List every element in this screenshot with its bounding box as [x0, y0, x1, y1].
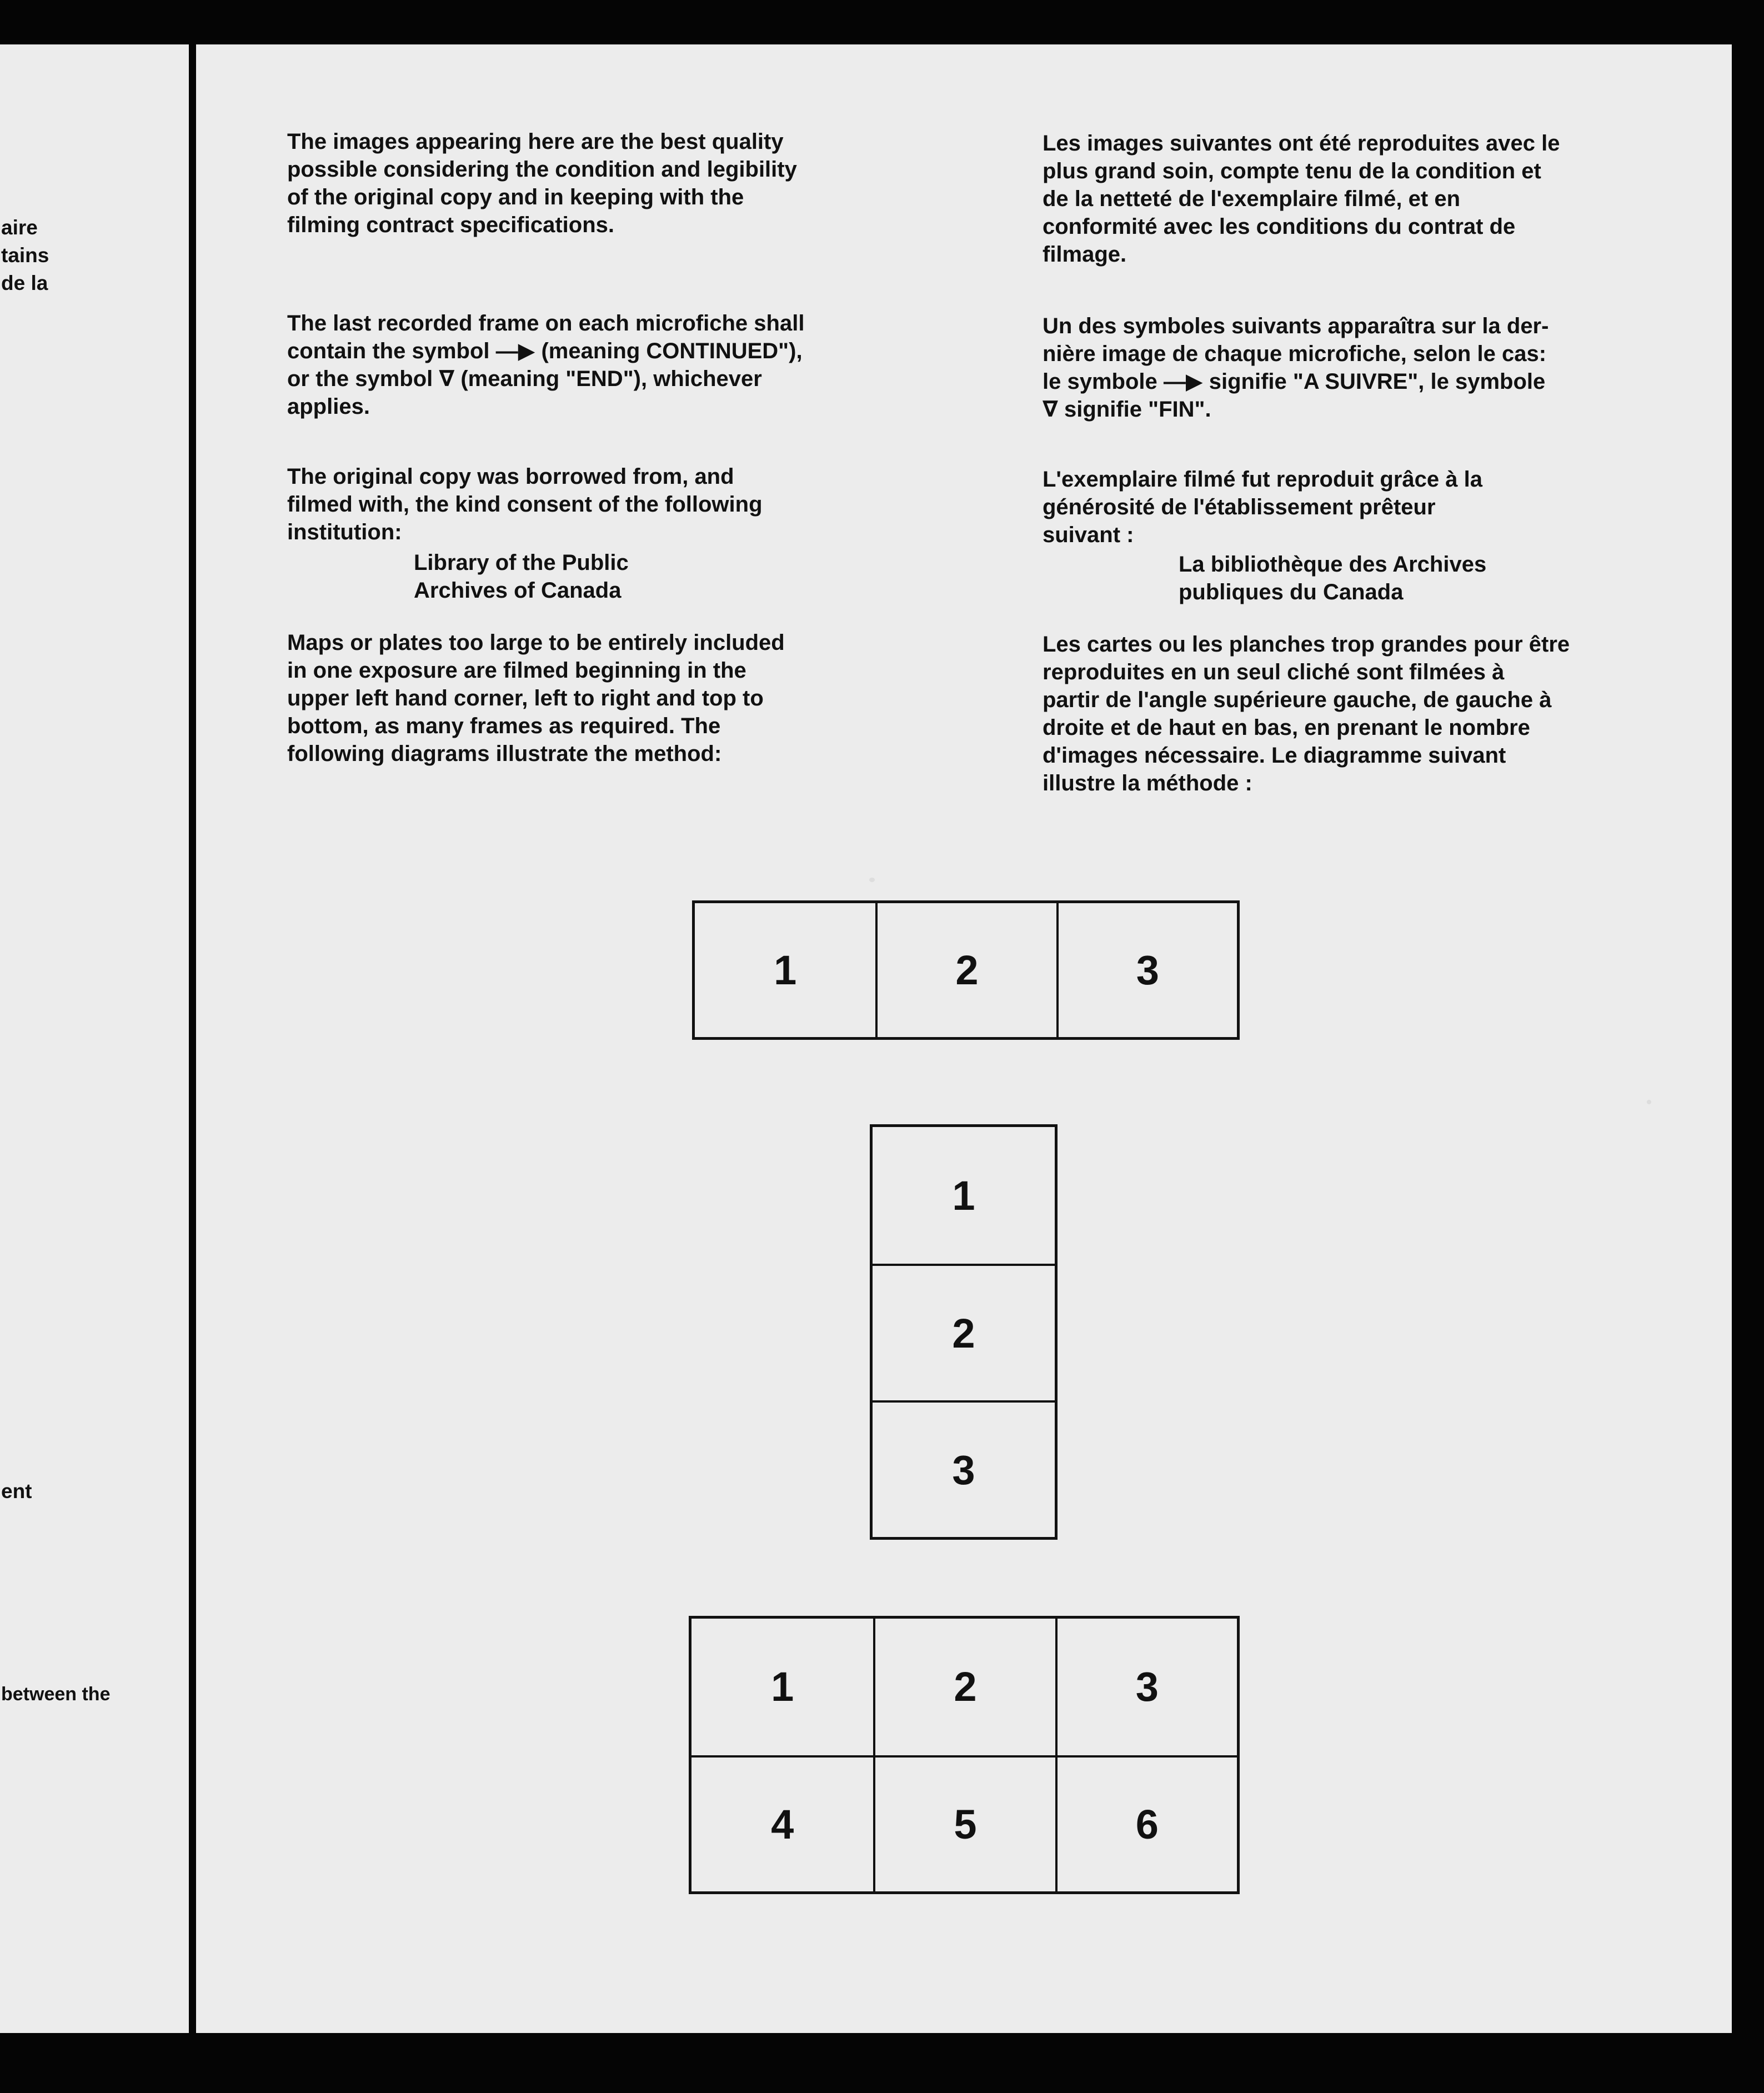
frame-cell: 3	[1056, 903, 1237, 1037]
frame-cell: 1	[952, 1172, 975, 1219]
text-line: Archives of Canada	[414, 578, 622, 603]
text-line: publiques du Canada	[1179, 580, 1404, 604]
frame-cell: 1	[771, 1664, 794, 1710]
english-institution-name	[414, 549, 629, 604]
text-line: plus grand soin, compte tenu de la condition et	[1043, 159, 1541, 183]
left-fragment: aire	[1, 216, 38, 239]
english-institution-paragraph	[287, 463, 763, 546]
english-quality-paragraph	[287, 128, 797, 239]
text-line: Les cartes ou les planches trop grandes pour être	[1043, 632, 1570, 657]
left-fragment: tains	[1, 244, 49, 267]
row-frames-diagram	[692, 900, 1240, 1040]
text-line: droite et de haut en bas, en prenant le nombre	[1043, 715, 1530, 740]
left-fragment: de la	[1, 272, 48, 294]
text-line: in one exposure are filmed beginning in the	[287, 658, 746, 683]
text-line: nière image de chaque microfiche, selon le cas:	[1043, 342, 1547, 366]
text-line: Library of the Public	[414, 550, 629, 575]
dust-speck	[1647, 1100, 1651, 1104]
left-fragment: ent	[1, 1480, 32, 1503]
text-line: The images appearing here are the best quality	[287, 129, 784, 154]
text-line: partir de l'angle supérieure gauche, de gauche à	[1043, 688, 1552, 712]
text-line: conformité avec les conditions du contrat de	[1043, 214, 1516, 239]
text-line: Les images suivantes ont été reproduites avec le	[1043, 131, 1560, 156]
frame-cell: 3	[1055, 1619, 1237, 1755]
french-symbol-paragraph	[1043, 312, 1548, 423]
text-line: illustre la méthode :	[1043, 771, 1252, 795]
text-line: le symbole —▶ signifie "A SUIVRE", le symbole	[1043, 369, 1546, 394]
text-line: filmage.	[1043, 242, 1127, 267]
text-line: contain the symbol —▶ (meaning CONTINUED"),	[287, 339, 803, 363]
frame-cell: 6	[1055, 1755, 1237, 1892]
text-line: institution:	[287, 520, 402, 544]
text-line: Un des symboles suivants apparaîtra sur la der-	[1043, 314, 1549, 338]
text-line: de la netteté de l'exemplaire filmé, et en	[1043, 187, 1461, 211]
frame-cell: 2	[873, 1619, 1055, 1755]
text-line: of the original copy and in keeping with the	[287, 185, 744, 209]
text-line: The last recorded frame on each microfiche shall	[287, 311, 805, 336]
french-institution-paragraph	[1043, 465, 1482, 549]
frame-cell: 3	[873, 1400, 1055, 1537]
text-line: applies.	[287, 394, 370, 419]
frame-cell: 5	[873, 1755, 1055, 1892]
text-line: L'exemplaire filmé fut reproduit grâce à la	[1043, 467, 1482, 492]
text-line: bottom, as many frames as required. The	[287, 714, 721, 738]
text-line: suivant :	[1043, 523, 1134, 547]
english-maps-paragraph	[287, 629, 785, 768]
text-line: filming contract specifications.	[287, 213, 615, 237]
text-line: or the symbol ∇ (meaning "END"), whichever	[287, 367, 762, 391]
frame-cell: 1	[774, 947, 797, 993]
text-line: Maps or plates too large to be entirely included	[287, 630, 785, 655]
text-line: La bibliothèque des Archives	[1179, 552, 1487, 577]
grid-frames-diagram	[689, 1616, 1240, 1894]
text-line: The original copy was borrowed from, and	[287, 464, 734, 489]
text-line: filmed with, the kind consent of the following	[287, 492, 763, 517]
frame-cell: 2	[875, 903, 1056, 1037]
text-line: upper left hand corner, left to right and top to	[287, 686, 764, 710]
column-frames-diagram	[870, 1124, 1058, 1540]
french-institution-name	[1179, 550, 1486, 606]
text-line: reproduites en un seul cliché sont filmées à	[1043, 660, 1505, 684]
frame-cell: 2	[873, 1264, 1055, 1400]
text-line: générosité de l'établissement prêteur	[1043, 495, 1436, 519]
text-line: possible considering the condition and legibility	[287, 157, 797, 182]
french-maps-paragraph	[1043, 630, 1570, 797]
text-line: d'images nécessaire. Le diagramme suivant	[1043, 743, 1506, 768]
english-symbol-paragraph	[287, 309, 804, 420]
text-line: following diagrams illustrate the method:	[287, 742, 722, 766]
french-quality-paragraph	[1043, 129, 1560, 268]
frame-cell: 4	[691, 1755, 873, 1892]
left-fragment: between the	[1, 1684, 111, 1705]
previous-page-strip	[0, 44, 189, 2033]
dust-speck	[869, 878, 875, 882]
text-line: ∇ signifie "FIN".	[1043, 397, 1211, 422]
